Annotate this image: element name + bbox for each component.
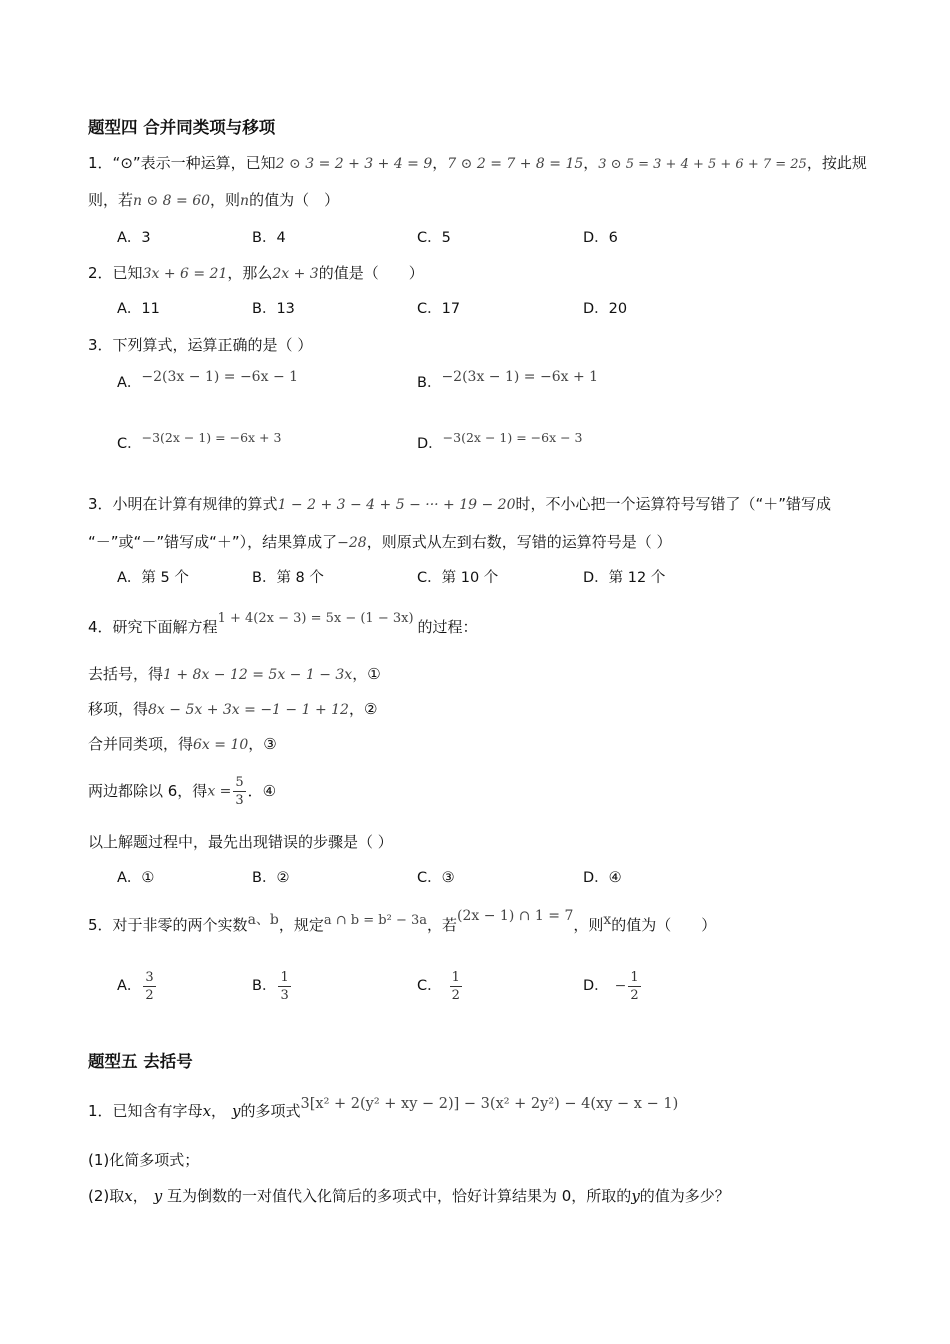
step-text: 合并同类项，得 [88,735,194,753]
formula: −3(2x − 1) = −6x + 3 [141,430,282,445]
sub-question-2 [88,1185,730,1207]
formula: 1 + 4(2x − 3) = 5x − (1 − 3x) [217,611,414,626]
punct: ， [432,154,448,172]
variable: x [124,1187,133,1205]
option-c: C．5 [417,230,451,246]
question-4-ask: 以上解题过程中，最先出现错误的步骤是（ ） [88,833,393,851]
formula: −2(3x − 1) = −6x + 1 [441,369,599,385]
option-d [417,430,583,455]
step-marker: ，② [348,700,378,718]
option-label: B． [252,978,277,994]
formula: 1 + 8x − 12 = 5x − 1 − 3x [163,667,353,683]
question-text: 已知 [112,264,143,282]
denominator: 2 [145,987,154,1003]
question-text: 对于非零的两个实数 [112,916,248,934]
option-d: D．20 [583,301,628,317]
step-marker: ，① [352,665,381,683]
option-b [252,964,293,1008]
fraction [450,969,462,1004]
question-number: 2． [88,264,113,282]
numerator: 5 [235,775,244,790]
question-text: 研究下面解方程 [112,618,218,636]
numerator: 1 [451,969,460,985]
question-text: ，那么 [227,264,273,282]
question-text: 的值是（ ） [318,264,424,282]
question-number: 4． [88,618,113,636]
step-marker: ．④ [247,782,277,800]
option-b: B．4 [252,230,286,246]
question-text: 已知含有字母 [112,1102,203,1120]
formula: 7 ⊙ 2 = 7 + 8 = 15 [447,156,584,172]
question-text: 下列算式，运算正确的是（ ） [112,336,313,354]
formula: 8x − 5x + 3x = −1 − 1 + 12 [148,702,349,718]
question-text: ， [211,1102,227,1120]
step-4 [88,770,276,813]
variable: y [232,1102,241,1120]
option-label: B． [417,375,442,391]
option-d: D．第 12 个 [583,570,666,586]
formula: a、b [247,912,279,928]
option-c: C．③ [417,870,455,886]
option-b: B．第 8 个 [252,570,324,586]
formula: 6x = 10 [193,737,249,753]
formula: (2x − 1) ∩ 1 = 7 [457,908,574,924]
question-3b [88,493,831,516]
fraction [628,969,640,1004]
question-text: “－”或“－”错写成“＋”），结果算成了 [88,533,338,551]
question-text: ， [132,1187,148,1205]
option-label: A． [117,375,142,391]
option-c: C．第 10 个 [417,570,499,586]
formula: −3(2x − 1) = −6x − 3 [442,430,583,445]
question-1 [88,152,867,176]
denominator: 3 [280,987,289,1003]
fraction [143,969,155,1004]
option-a [117,964,158,1008]
denominator: 2 [451,987,460,1003]
minus-sign: − [614,978,627,994]
question-3 [88,334,312,356]
option-a: A．3 [117,230,151,246]
step-3 [88,733,277,756]
formula: 2 ⊙ 3 = 2 + 3 + 4 = 9 [275,156,433,172]
formula: 3x + 6 = 21 [142,266,228,282]
question-text: ，按此规 [806,154,867,172]
formula: n ⊙ 8 = 60 [133,193,211,209]
option-b: B．② [252,870,290,886]
question-text: 的值为（ ） [611,916,717,934]
step-text: 两边都除以 6，得 [88,782,208,800]
formula: x = [207,783,232,800]
formula: 3[x² + 2(y² + xy − 2)] − 3(x² + 2y²) − 4(xy − x − 1) [300,1096,679,1112]
question-4 [88,611,478,640]
option-c [117,430,282,455]
question-text: 互为倒数的一对值代入化简后的多项式中，恰好计算结果为 0，所取的 [162,1187,632,1205]
option-d: D．6 [583,230,618,246]
formula: n [240,193,250,209]
question-5 [88,908,717,938]
question-text: 的值为多少？ [639,1187,730,1205]
question-number: 1． [88,154,113,172]
option-label: C． [417,978,442,994]
question-text: ，则 [210,191,241,209]
numerator: 1 [630,969,639,985]
punct: ， [583,154,599,172]
option-d: D．④ [583,870,622,886]
formula: x [603,912,612,928]
option-a [117,369,299,394]
question-text: 的过程： [417,618,478,636]
numerator: 1 [280,969,289,985]
question-number: 3． [88,495,113,513]
option-d [583,964,643,1008]
option-a: A．11 [117,301,160,317]
question-2 [88,262,424,285]
option-c [417,964,464,1008]
option-c: C．17 [417,301,461,317]
step-2 [88,698,377,721]
question-text: ，若 [427,916,458,934]
step-1 [88,663,381,686]
option-b: B．13 [252,301,295,317]
variable: y [631,1187,640,1205]
question-number: 3． [88,336,113,354]
denominator: 3 [235,793,244,808]
formula: 1 − 2 + 3 − 4 + 5 − ··· + 19 − 20 [277,497,516,513]
option-b [417,369,599,394]
question-text: 的多项式 [240,1102,301,1120]
question-text: ，规定 [278,916,324,934]
denominator: 2 [630,987,639,1003]
question-text: 则，若 [88,191,134,209]
question-text: “⊙”表示一种运算，已知 [112,154,276,172]
question-3b-line-2 [88,531,671,554]
formula: 2x + 3 [272,266,319,282]
sub-question-1: (1)化简多项式； [88,1151,200,1169]
option-a: A．① [117,870,155,886]
question-1-line-2 [88,189,339,212]
question-text: 小明在计算有规律的算式 [112,495,278,513]
numerator: 3 [145,969,154,985]
question-text: (2)取 [88,1187,125,1205]
question-text: 时，不小心把一个运算符号写错了（“＋”错写成 [515,495,832,513]
fraction [278,969,290,1004]
option-label: A． [117,978,142,994]
formula: −28 [337,535,367,551]
question-text: ，则 [573,916,604,934]
fraction [233,774,245,809]
question-text: ，则原式从左到右数，写错的运算符号是（ ） [366,533,672,551]
section-4-title: 题型四 合并同类项与移项 [88,118,276,137]
section-5-title: 题型五 去括号 [88,1052,193,1071]
section-5-question-1 [88,1096,679,1123]
formula: 3 ⊙ 5 = 3 + 4 + 5 + 6 + 7 = 25 [598,157,807,172]
question-number: 1． [88,1102,113,1120]
option-label: D． [583,978,609,994]
option-a: A．第 5 个 [117,570,189,586]
step-marker: ，③ [248,735,277,753]
variable: y [153,1187,163,1205]
option-label: C． [117,436,142,452]
step-text: 移项，得 [88,700,149,718]
question-text: 的值为（ ） [249,191,340,209]
question-number: 5． [88,916,113,934]
option-label: D． [417,436,443,452]
formula: −2(3x − 1) = −6x − 1 [141,369,299,385]
variable: x [202,1102,212,1120]
step-text: 去括号，得 [88,665,164,683]
formula: a ∩ b = b² − 3a [323,913,427,928]
